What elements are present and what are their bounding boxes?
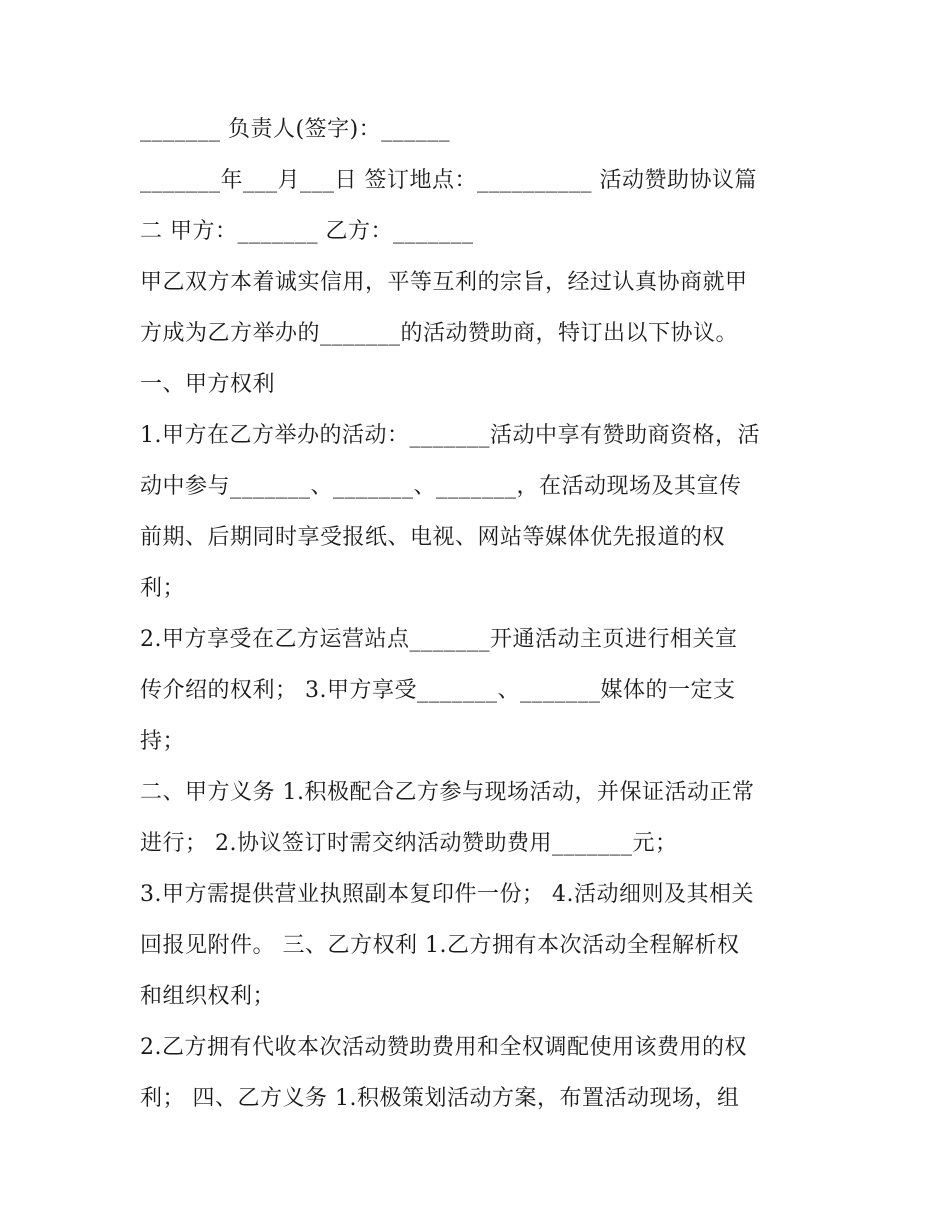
section-heading: 一、甲方权利: [140, 372, 276, 397]
document-body: [140, 104, 820, 1124]
text-line: 2.乙方拥有代收本次活动赞助费用和全权调配使用该费用的权: [140, 1035, 747, 1060]
text-line: 和组织权利；: [140, 984, 276, 1009]
text-line: 甲乙双方本着诚实信用，平等互利的宗旨，经过认真协商就甲: [140, 270, 748, 295]
parties-line: 二 甲方：_______ 乙方：_______: [140, 219, 474, 244]
text-line: 3.甲方需提供营业执照副本复印件一份； 4.活动细则及其相关: [140, 882, 754, 907]
text-line: 利；: [140, 576, 186, 601]
date-location-line: _______年___月___日 签订地点：__________ 活动赞助协议篇: [140, 168, 757, 193]
text-line: 2.甲方享受在乙方运营站点_______开通活动主页进行相关宣: [140, 627, 738, 652]
text-line: 利； 四、乙方义务 1.积极策划活动方案，布置活动现场，组: [140, 1086, 740, 1111]
text-line: 动中参与_______、_______、_______，在活动现场及其宣传: [140, 474, 742, 499]
text-line: 1.甲方在乙方举办的活动：_______活动中享有赞助商资格，活: [140, 423, 760, 448]
text-line: 前期、后期同时享受报纸、电视、网站等媒体优先报道的权: [140, 525, 726, 550]
text-line: 持；: [140, 729, 186, 754]
text-line: 进行； 2.协议签订时需交纳活动赞助费用_______元；: [140, 831, 678, 856]
text-line: 传介绍的权利； 3.甲方享受_______、_______媒体的一定支: [140, 678, 736, 703]
text-line: 方成为乙方举办的_______的活动赞助商，特订出以下协议。: [140, 321, 739, 346]
signature-line: _______ 负责人(签字)：______: [140, 117, 451, 142]
text-line: 二、甲方义务 1.积极配合乙方参与现场活动，并保证活动正常: [140, 780, 755, 805]
text-line: 回报见附件。 三、乙方权利 1.乙方拥有本次活动全程解析权: [140, 933, 740, 958]
